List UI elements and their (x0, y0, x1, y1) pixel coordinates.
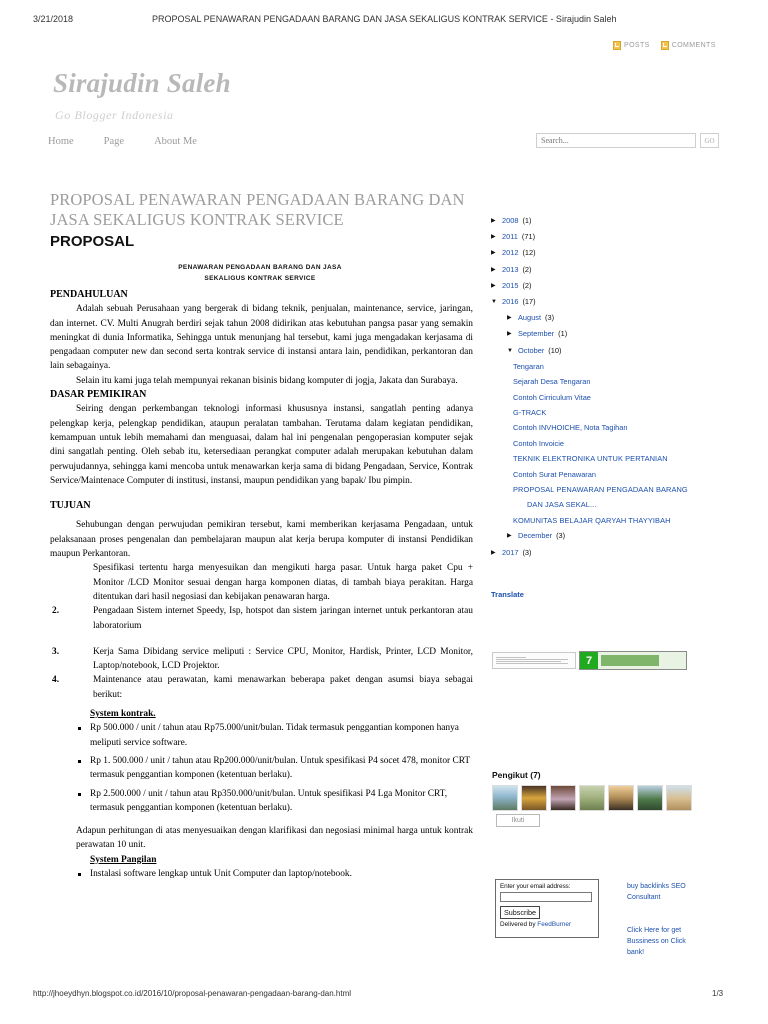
archive-row-2011[interactable] (491, 229, 731, 245)
archive-year-label: 2013 (502, 264, 519, 274)
print-header (0, 14, 768, 32)
section-heading-tujuan: TUJUAN (50, 500, 91, 512)
archive-count: (71) (521, 232, 536, 242)
archive-post-link[interactable]: Contoh Cirriculum Vitae (513, 392, 591, 402)
list-item-text: Pengadaan Sistem internet Speedy, Isp, hotspot dan sistem jaringan internet untuk perkantoran atau laboratorium (93, 606, 473, 631)
blog-title[interactable]: Sirajudin Saleh (53, 68, 231, 98)
panggilan-list (64, 867, 473, 881)
archive-row-december[interactable] (491, 528, 731, 544)
paragraph-pendahuluan: Adalah sebuah Perusahaan yang bergerak di bidang teknik, penjualan, maintenance, service, jaringan, dan internet. CV. Multi Anugrah berdiri sejak tahun 2008 didirikan atas kebutuhan pangsa pasar yang semakin meningkat di dunia Informatika, Sehingga untuk menunjang hal tersebut, kami juga mengadakan kerjasama di pengadaan computer new dan second serta kontrak service di instansi antara lain, pendidikan, perkantoran dan lain sebagainya. (50, 304, 473, 372)
archive-row-2016[interactable] (491, 294, 731, 310)
chevron-down-icon: ▼ (507, 347, 513, 354)
ad2-line2: Bussiness on Click (627, 938, 686, 945)
list-item: Rp 1. 500.000 / unit / tahun atau Rp200.000/unit/bulan. Untuk spesifikasi P4 socet 478, monitor CRT termasuk penggantian komponen (ketentuan berlaku). (64, 754, 473, 783)
list-item: Rp 500.000 / unit / tahun atau Rp75.000/unit/bulan. Tidak termasuk penggantian komponen hanya meliputi service software. (64, 721, 473, 750)
featured-post-line1: PROPOSAL PENAWARAN PENGADAAN BARANG (513, 485, 688, 495)
counter-value: 7 (580, 652, 598, 669)
posts-feed-label: POSTS (624, 42, 650, 49)
ad2-line1: Click Here for get (627, 927, 682, 934)
list-item (50, 604, 473, 633)
archive-count: (2) (522, 280, 532, 290)
visitor-counter-widget (492, 651, 687, 670)
archive-count: (3) (545, 313, 555, 323)
archive-count: (10) (548, 345, 562, 355)
archive-post-link[interactable]: Contoh Invoicie (513, 438, 564, 448)
archive-month-label: October (518, 345, 545, 355)
sidebar-ads (627, 881, 686, 958)
delivered-prefix: Delivered by (500, 920, 538, 928)
page-title: PROPOSAL PENAWARAN PENGADAAN BARANG DAN JASA SEKALIGUS KONTRAK SERVICE (50, 190, 465, 229)
comments-feed-label: COMMENTS (671, 42, 716, 49)
nav-item-home[interactable]: Home (48, 136, 74, 147)
subheading-system-panggilan: System Pangilan (90, 854, 157, 865)
archive-count: (3) (556, 531, 566, 541)
footer-page-number: 1/3 (712, 989, 724, 998)
list-item (50, 561, 473, 604)
chevron-right-icon: ▶ (507, 533, 512, 540)
archive-year-label: 2008 (502, 216, 519, 225)
featured-post-line2: DAN JASA SEKAL... (527, 500, 597, 510)
list-item-text: Maintenance atau perawatan, kami menawarkan beberapa paket dengan asumsi biaya sebagai berikut: (93, 675, 473, 700)
archive-row-2013[interactable] (491, 262, 731, 278)
print-date: 3/21/2018 (33, 14, 74, 24)
october-post-list (491, 359, 731, 528)
counter-text-panel (492, 652, 576, 669)
list-item-text: Kerja Sama Dibidang service meliputi : Service CPU, Monitor, Hardisk, Printer, LCD Monitor, Laptop/notebook, LCD Projektor. (93, 646, 473, 672)
posts-feed-link[interactable] (613, 41, 650, 50)
archive-post-link[interactable]: G-TRACK (513, 408, 547, 418)
archive-row-september[interactable] (491, 326, 731, 342)
translate-widget-title: Translate (491, 590, 524, 599)
placeholder-line (496, 659, 568, 660)
offer-list (50, 561, 473, 702)
subscribe-widget (495, 879, 599, 938)
nav-item-page[interactable]: Page (103, 136, 125, 147)
followers-widget-title: Pengikut (7) (492, 770, 541, 780)
list-item (50, 645, 473, 674)
archive-post-link-current[interactable] (513, 482, 731, 513)
list-item: Rp 2.500.000 / unit / tahun atau Rp350.000/unit/bulan. Untuk spesifikasi P4 Lga Monitor CRT, termasuk penggantian komponen (ketentuan berlaku). (64, 787, 473, 816)
ad2-line3: bank! (627, 949, 645, 956)
chevron-right-icon: ▶ (491, 549, 496, 556)
paragraph-dasar: Seiring dengan perkembangan teknologi informasi khususnya instansi, sangatlah penting adanya pelengkap kerja, pelengkap pendidikan, ataupun peralatan tambahan. Terutama dalam kegiatan pendidikan, kemampuan untuk lebih memahami dan menguasai, dalam hal ini pengenalan pengoperasian komputer sejak dini sangatlah penting. Oleh sebab itu, ketersediaan perangkat computer adalah merupakan kebutuhan dalam perwujudannya, sehingga kami mencoba untuk menawarkan kerja sama di bidang Pengadaan, Service, Kontrak Service/Maintenace Computer di institusi, instansi, maupun pendidikan yang bapak/ Ibu pimpin. (50, 404, 473, 486)
avatar[interactable] (579, 785, 605, 811)
archive-year-label: 2017 (502, 547, 519, 557)
subscribe-delivered-by (500, 921, 594, 928)
archive-post-link[interactable]: Sejarah Desa Tengaran (513, 377, 591, 387)
paragraph-tujuan: Sehubungan dengan perwujudan pemikiran tersebut, kami memberikan kerjasama Pengadaan, untuk pelaksanaan proses pengenalan dan pembelajaran maupun alat kerja berupa komputer di instansi Pendidikan maupun Perkantoran. (50, 520, 473, 560)
archive-row-2012[interactable] (491, 245, 731, 261)
list-item (50, 673, 473, 702)
archive-month-label: December (518, 531, 553, 541)
archive-row-2008[interactable] (491, 213, 731, 229)
chevron-right-icon: ▶ (491, 266, 496, 273)
chevron-right-icon: ▶ (491, 234, 496, 241)
subscribe-email-input[interactable] (500, 892, 592, 902)
subscribe-label: Enter your email address: (500, 883, 571, 890)
avatar[interactable] (608, 785, 634, 811)
proposal-subheading-line2: SEKALIGUS KONTRAK SERVICE (204, 275, 316, 282)
footer-url: http://jhoeydhyn.blogspot.co.id/2016/10/proposal-penawaran-pengadaan-barang-dan.html (33, 989, 352, 998)
print-page-title: PROPOSAL PENAWARAN PENGADAAN BARANG DAN JASA SEKALIGUS KONTRAK SERVICE - Sirajudin Saleh (152, 14, 617, 24)
proposal-subheading (50, 262, 470, 284)
list-item-number: 4. (52, 675, 60, 686)
archive-post-link[interactable]: TEKNIK ELEKTRONIKA UNTUK PERTANIAN (513, 454, 668, 464)
search-input[interactable] (536, 133, 696, 148)
proposal-heading: PROPOSAL (50, 233, 135, 250)
counter-gauge (579, 651, 687, 670)
main-navigation (44, 134, 201, 149)
avatar[interactable] (492, 785, 518, 811)
avatar[interactable] (550, 785, 576, 811)
subheading-system-kontrak: System kontrak. (90, 709, 156, 720)
archive-post-link[interactable]: Tengaran (513, 361, 544, 371)
rss-feed-icon (613, 41, 621, 50)
search-box (536, 133, 719, 148)
chevron-down-icon: ▼ (491, 299, 497, 306)
chevron-right-icon: ▶ (507, 315, 512, 322)
archive-post-link[interactable]: Contoh INVHOICHE, Nota Tagihan (513, 423, 628, 433)
archive-count: (2) (522, 264, 532, 274)
archive-count: (17) (522, 297, 536, 307)
rss-feed-icon (661, 41, 669, 50)
placeholder-line (496, 663, 568, 664)
panggilan-block (64, 853, 473, 882)
kontrak-block (64, 707, 473, 815)
archive-count: (1) (522, 216, 532, 225)
avatar[interactable] (637, 785, 663, 811)
archive-year-label: 2012 (502, 248, 519, 258)
subscribe-button[interactable]: Subscribe (500, 906, 540, 919)
ad1-line1: buy backlinks SEO (627, 883, 686, 890)
archive-year-label: 2015 (502, 280, 519, 290)
archive-month-label: August (518, 313, 542, 323)
ad-link-clickbank[interactable] (627, 925, 686, 958)
paragraph-adapun: Adapun perhitungan di atas menyesuaikan dengan klarifikasi dan negosiasi minimal harga untuk kontrak perawatan 10 unit. (76, 826, 473, 851)
chevron-right-icon: ▶ (491, 250, 496, 257)
archive-row-2015[interactable] (491, 278, 731, 294)
follow-button[interactable]: Ikuti (496, 814, 540, 827)
archive-count: (12) (522, 248, 536, 258)
archive-row-august[interactable] (491, 310, 731, 326)
chevron-right-icon: ▶ (507, 331, 512, 338)
archive-count: (1) (558, 329, 568, 339)
section-heading-dasar: DASAR PEMIKIRAN (50, 389, 147, 401)
list-item-number: 2. (52, 606, 60, 617)
article-body (50, 288, 473, 885)
chevron-right-icon: ▶ (491, 218, 496, 224)
list-item-number: 3. (52, 646, 60, 657)
archive-row-october[interactable] (491, 343, 731, 359)
archive-month-label: September (518, 329, 555, 339)
kontrak-price-list (64, 721, 473, 815)
archive-post-link[interactable]: KOMUNITAS BELAJAR QARYAH THAYYIBAH (513, 515, 671, 525)
archive-row-2017[interactable] (491, 545, 731, 561)
sidebar-archive-widget (491, 213, 731, 561)
placeholder-line (496, 657, 526, 658)
search-go-button[interactable]: GO (700, 133, 719, 148)
avatar[interactable] (521, 785, 547, 811)
paragraph-selain: Selain itu kami juga telah mempunyai rekanan bisinis bidang komputer di jogja, Jakata dan Surabaya. (76, 375, 458, 386)
list-item-text: Spesifikasi tertentu harga menyesuikan dan mengikuti harga pasar. Untuk harga paket Cpu + Monitor /LCD Monitor sesuai dengan harga komponen diatas, di tambah biaya perakitan. Harga ditentukan dari hasil negosiasi dan kebijakan penawaran harga. (93, 563, 473, 602)
blog-subtitle: Go Blogger Indonesia (55, 108, 174, 122)
archive-post-link[interactable]: Contoh Surat Penawaran (513, 469, 596, 479)
ad1-line2: Consultant (627, 894, 661, 901)
feed-links (613, 41, 716, 50)
nav-item-about-me[interactable]: About Me (154, 136, 197, 147)
feedburner-link[interactable]: FeedBurner (537, 920, 572, 928)
chevron-right-icon: ▶ (491, 282, 496, 289)
followers-avatar-list (492, 785, 692, 811)
proposal-subheading-line1: PENAWARAN PENGADAAN BARANG DAN JASA (178, 264, 342, 271)
list-spacer (50, 633, 473, 645)
section-heading-pendahuluan: PENDAHULUAN (50, 289, 128, 300)
counter-bar (598, 652, 686, 669)
avatar[interactable] (666, 785, 692, 811)
archive-year-label: 2016 (502, 297, 519, 307)
list-item: Instalasi software lengkap untuk Unit Computer dan laptop/notebook. (64, 867, 473, 881)
comments-feed-link[interactable] (661, 41, 716, 50)
archive-count: (3) (522, 547, 532, 557)
placeholder-line (496, 661, 561, 662)
ad-link-seo[interactable] (627, 881, 686, 903)
archive-year-label: 2011 (502, 232, 518, 242)
